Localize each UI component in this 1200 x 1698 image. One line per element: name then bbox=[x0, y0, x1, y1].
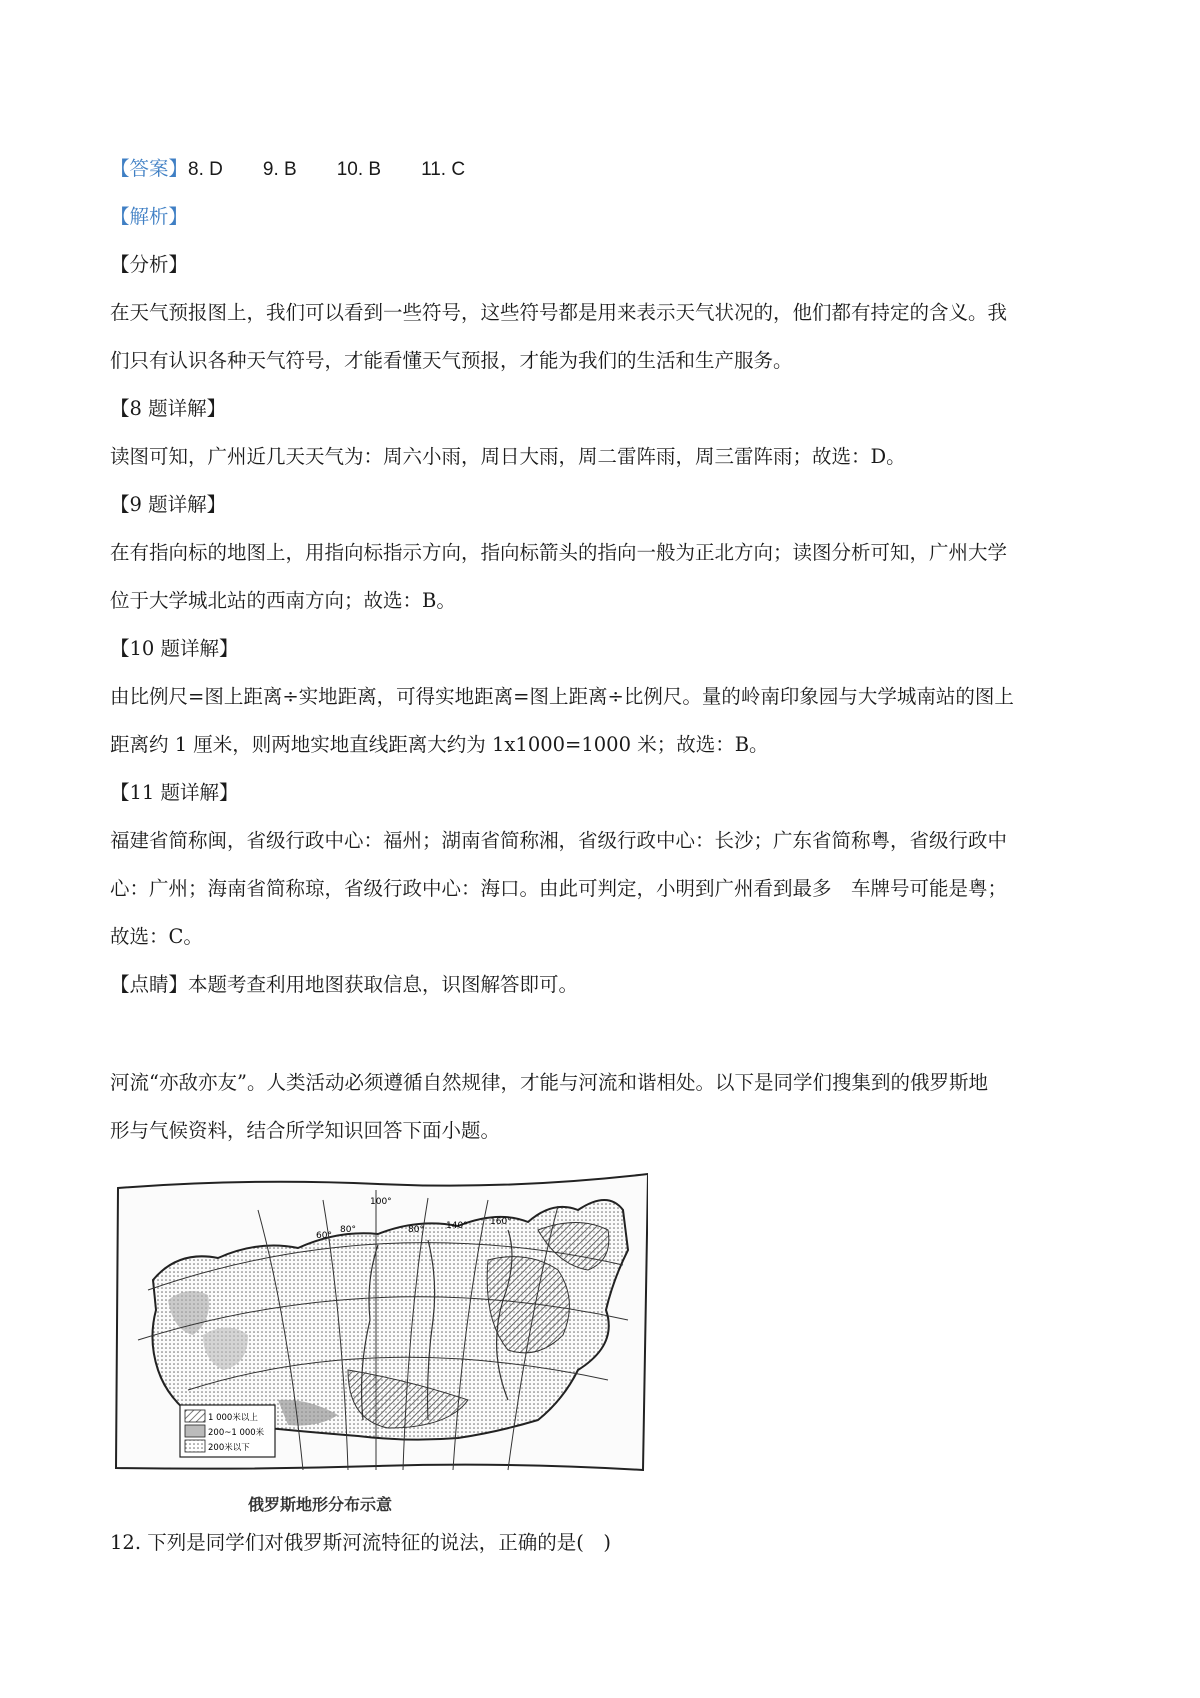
fenxi-title: 【分析】 bbox=[110, 253, 189, 276]
legend-item-high: 1 000米以上 bbox=[208, 1413, 258, 1423]
q8-title: 【8 题详解】 bbox=[110, 397, 227, 420]
intro-line-2: 形与气候资料，结合所学知识回答下面小题。 bbox=[110, 1119, 501, 1142]
q10-line-1: 由比例尺=图上距离÷实地距离，可得实地距离=图上距离÷比例尺。量的岭南印象园与大学城南站的图上 bbox=[110, 685, 1014, 708]
q11-line-3: 故选：C。 bbox=[110, 925, 203, 948]
q9-line-2: 位于大学城北站的西南方向；故选：B。 bbox=[110, 589, 456, 612]
answer-item-10: 10. B bbox=[336, 159, 382, 180]
fenxi-line-1: 在天气预报图上，我们可以看到一些符号，这些符号都是用来表示天气状况的，他们都有持定的含义。我 bbox=[110, 301, 1008, 324]
q10-title: 【10 题详解】 bbox=[110, 637, 239, 660]
meridian-label: 160° bbox=[490, 1217, 512, 1227]
legend-item-low: 200米以下 bbox=[208, 1443, 250, 1453]
map-caption: 俄罗斯地形分布示意 bbox=[247, 1495, 392, 1514]
q8-line-1: 读图可知，广州近几天天气为：周六小雨，周日大雨，周二雷阵雨，周三雷阵雨；故选：D。 bbox=[110, 445, 906, 468]
meridian-label: 80° bbox=[340, 1225, 356, 1235]
q10-line-2: 距离约 1 厘米，则两地实地直线距离大约为 1x1000=1000 米；故选：B。 bbox=[110, 733, 769, 756]
answer-item-9: 9. B bbox=[262, 159, 297, 180]
answer-tag: 【答案】 bbox=[110, 157, 189, 180]
meridian-label: 60° bbox=[316, 1231, 332, 1241]
legend-item-mid: 200~1 000米 bbox=[208, 1428, 265, 1438]
q11-line-1: 福建省简称闽，省级行政中心：福州；湖南省简称湘，省级行政中心：长沙；广东省简称粤，省级行政中 bbox=[110, 829, 1008, 852]
meridian-label: 140° bbox=[446, 1221, 468, 1231]
answer-line bbox=[110, 156, 1100, 183]
q9-title: 【9 题详解】 bbox=[110, 493, 227, 516]
q11-line-2: 心：广州；海南省简称琼，省级行政中心：海口。由此可判定，小明到广州看到最多 车牌号可能是粤； bbox=[110, 877, 1008, 900]
q11-title: 【11 题详解】 bbox=[110, 781, 239, 804]
meridian-label: 100° bbox=[370, 1197, 392, 1207]
dianjing-line: 【点睛】本题考查利用地图获取信息，识图解答即可。 bbox=[110, 973, 579, 996]
meridian-label: 80° bbox=[408, 1225, 424, 1235]
intro-line-1: 河流“亦敌亦友”。人类活动必须遵循自然规律，才能与河流和谐相处。以下是同学们搜集到的俄罗斯地 bbox=[110, 1071, 988, 1094]
fenxi-line-2: 们只有认识各种天气符号，才能看懂天气预报，才能为我们的生活和生产服务。 bbox=[110, 349, 793, 372]
russia-terrain-map bbox=[108, 1170, 648, 1505]
q9-line-1: 在有指向标的地图上，用指向标指示方向，指向标箭头的指向一般为正北方向；读图分析可知，广州大学 bbox=[110, 541, 1008, 564]
question-12: 12. 下列是同学们对俄罗斯河流特征的说法，正确的是( ) bbox=[110, 1531, 611, 1554]
answer-item-11: 11. C bbox=[421, 159, 466, 180]
russia-map-svg bbox=[108, 1170, 648, 1480]
analysis-tag: 【解析】 bbox=[110, 205, 189, 228]
answer-item-8: 8. D bbox=[188, 159, 223, 180]
